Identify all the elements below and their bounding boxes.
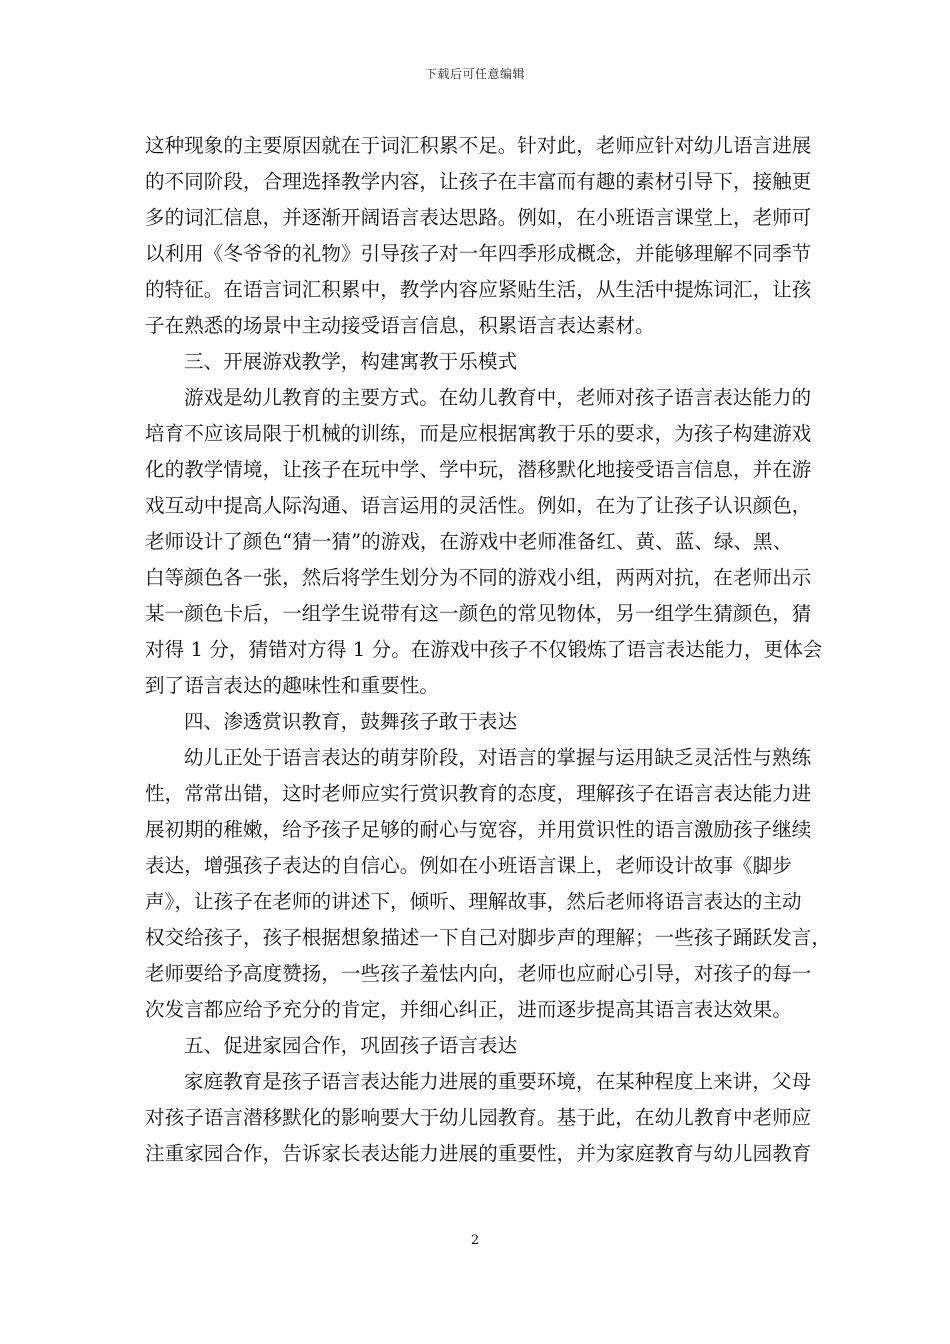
text-line: 表达，增强孩子表达的自信心。例如在小班语言课上，老师设计故事《脚步 bbox=[145, 854, 792, 877]
text-line: 声》，让孩子在老师的讲述下，倾听、理解故事，然后老师将语言表达的主动 bbox=[145, 890, 802, 913]
text-line: 家庭教育是孩子语言表达能力进展的重要环境，在某种程度上来讲，父母 bbox=[184, 1070, 812, 1093]
text-line: 三、开展游戏教学，构建寓教于乐模式 bbox=[184, 350, 518, 373]
text-line: 次发言都应给予充分的肯定，并细心纠正，进而逐步提高其语言表达效果。 bbox=[145, 998, 792, 1021]
text-line: 某一颜色卡后，一组学生说带有这一颜色的常见物体，另一组学生猜颜色，猜 bbox=[145, 602, 812, 625]
text-line: 四、渗透赏识教育，鼓舞孩子敢于表达 bbox=[184, 710, 518, 733]
text-line: 老师要给予高度赞扬，一些孩子羞怯内向，老师也应耐心引导，对孩子的每一 bbox=[145, 962, 812, 985]
page-number: 2 bbox=[470, 1233, 480, 1248]
text-line: 注重家园合作，告诉家长表达能力进展的重要性，并为家庭教育与幼儿园教育 bbox=[145, 1142, 812, 1165]
text-line: 这种现象的主要原因就在于词汇积累不足。针对此，老师应针对幼儿语言进展 bbox=[145, 134, 812, 157]
text-line: 的特征。在语言词汇积累中，教学内容应紧贴生活，从生活中提炼词汇，让孩 bbox=[145, 278, 812, 301]
text-line: 多的词汇信息，并逐渐开阔语言表达思路。例如，在小班语言课堂上，老师可 bbox=[145, 206, 812, 229]
text-line: 性，常常出错，这时老师应实行赏识教育的态度，理解孩子在语言表达能力进 bbox=[145, 782, 812, 805]
text-line: 游戏是幼儿教育的主要方式。在幼儿教育中，老师对孩子语言表达能力的 bbox=[184, 386, 812, 409]
text-line: 对得 1 分，猜错对方得 1 分。在游戏中孩子不仅锻炼了语言表达能力，更体会 bbox=[145, 638, 823, 661]
text-line: 戏互动中提高人际沟通、语言运用的灵活性。例如，在为了让孩子认识颜色， bbox=[145, 494, 812, 517]
text-line: 子在熟悉的场景中主动接受语言信息，积累语言表达素材。 bbox=[145, 314, 655, 337]
text-line: 白等颜色各一张，然后将学生划分为不同的游戏小组，两两对抗，在老师出示 bbox=[145, 566, 812, 589]
text-line: 老师设计了颜色“猜一猜”的游戏，在游戏中老师准备红、黄、蓝、绿、黑、 bbox=[145, 530, 793, 553]
text-line: 的不同阶段，合理选择教学内容，让孩子在丰富而有趣的素材引导下，接触更 bbox=[145, 170, 812, 193]
text-line: 权交给孩子，孩子根据想象描述一下自己对脚步声的理解；一些孩子踊跃发言， bbox=[145, 926, 832, 949]
text-line: 培育不应该局限于机械的训练，而是应根据寓教于乐的要求，为孩子构建游戏 bbox=[145, 422, 812, 445]
page-header: 下载后可任意编辑 bbox=[424, 67, 525, 81]
text-line: 展初期的稚嫩，给予孩子足够的耐心与宽容，并用赏识性的语言激励孩子继续 bbox=[145, 818, 812, 841]
text-line: 对孩子语言潜移默化的影响要大于幼儿园教育。基于此，在幼儿教育中老师应 bbox=[145, 1106, 812, 1129]
text-line: 五、促进家园合作，巩固孩子语言表达 bbox=[184, 1034, 518, 1057]
document-body bbox=[145, 128, 832, 1172]
text-line: 幼儿正处于语言表达的萌芽阶段，对语言的掌握与运用缺乏灵活性与熟练 bbox=[184, 746, 812, 769]
text-line: 到了语言表达的趣味性和重要性。 bbox=[145, 674, 440, 697]
text-line: 化的教学情境，让孩子在玩中学、学中玩，潜移默化地接受语言信息，并在游 bbox=[145, 458, 812, 481]
text-line: 以利用《冬爷爷的礼物》引导孩子对一年四季形成概念，并能够理解不同季节 bbox=[145, 242, 812, 265]
